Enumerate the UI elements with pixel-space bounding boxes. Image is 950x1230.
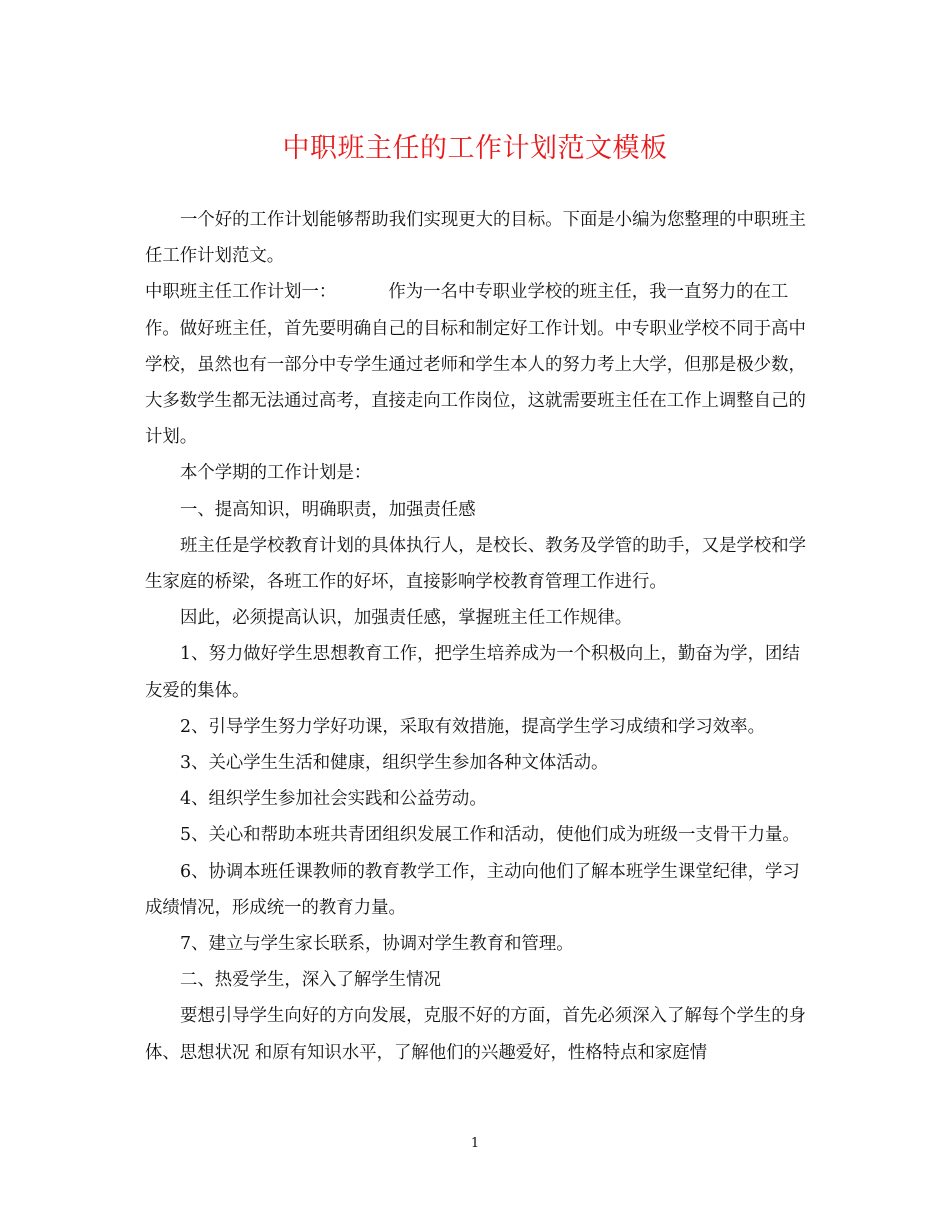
section1-paragraph-2: 因此，必须提高认识，加强责任感，掌握班主任工作规律。 [180, 608, 633, 629]
list-item-5: 5、关心和帮助本班共青团组织发展工作和活动，使他们成为班级一支骨干力量。 [180, 825, 800, 846]
list-item-2: 2、引导学生努力学好功课，采取有效措施，提高学生学习成绩和学习效率。 [180, 716, 765, 737]
section2-heading: 二、热爱学生，深入了解学生情况 [180, 970, 441, 991]
list-item-7: 7、建立与学生家长联系，协调对学生教育和管理。 [180, 934, 574, 955]
plan-intro: 作为一名中专职业学校的班主任，我一直努力的在工作。做好班主任，首先要明确自己的目标和制定好工作计划。中专职业学校不同于高中学校，虽然也有一部分中专学生通过老师和学生本人的努力考上大学，但那是极少数，大多数学生都无法通过高考，直接走向工作岗位，这就需要班主任在工作上调整自己的计划。 [145, 282, 806, 448]
section2-paragraph-1: 要想引导学生向好的方向发展，克服不好的方面，首先必须深入了解每个学生的身体、思想状况 和原有知识水平，了解他们的兴趣爱好，性格特点和家庭情 [145, 1006, 807, 1063]
document-title: 中职班主任的工作计划范文模板 [282, 133, 668, 164]
section1-heading: 一、提高知识，明确职责，加强责任感 [180, 499, 476, 520]
list-item-3: 3、关心学生生活和健康，组织学生参加各种文体活动。 [180, 753, 609, 774]
document-body [145, 202, 813, 1071]
page-number: 1 [470, 1136, 480, 1151]
semester-plan-paragraph: 本个学期的工作计划是： [180, 463, 372, 484]
section1-paragraph-1: 班主任是学校教育计划的具体执行人，是校长、教务及学管的助手，又是学校和学生家庭的桥梁，各班工作的好坏，直接影响学校教育管理工作进行。 [145, 535, 807, 593]
list-item-6: 6、协调本班任课教师的教育教学工作，主动向他们了解本班学生课堂纪律，学习成绩情况，形成统一的教育力量。 [145, 861, 800, 918]
list-item-1: 1、努力做好学生思想教育工作，把学生培养成为一个积极向上，勤奋为学，团结友爱的集体。 [145, 644, 800, 701]
intro-paragraph: 一个好的工作计划能够帮助我们实现更大的目标。下面是小编为您整理的中职班主任工作计划范文。 [145, 210, 807, 267]
plan-heading: 中职班主任工作计划一： [145, 282, 337, 303]
plan-paragraph [145, 274, 813, 455]
list-item-4: 4、组织学生参加社会实践和公益劳动。 [180, 789, 487, 810]
